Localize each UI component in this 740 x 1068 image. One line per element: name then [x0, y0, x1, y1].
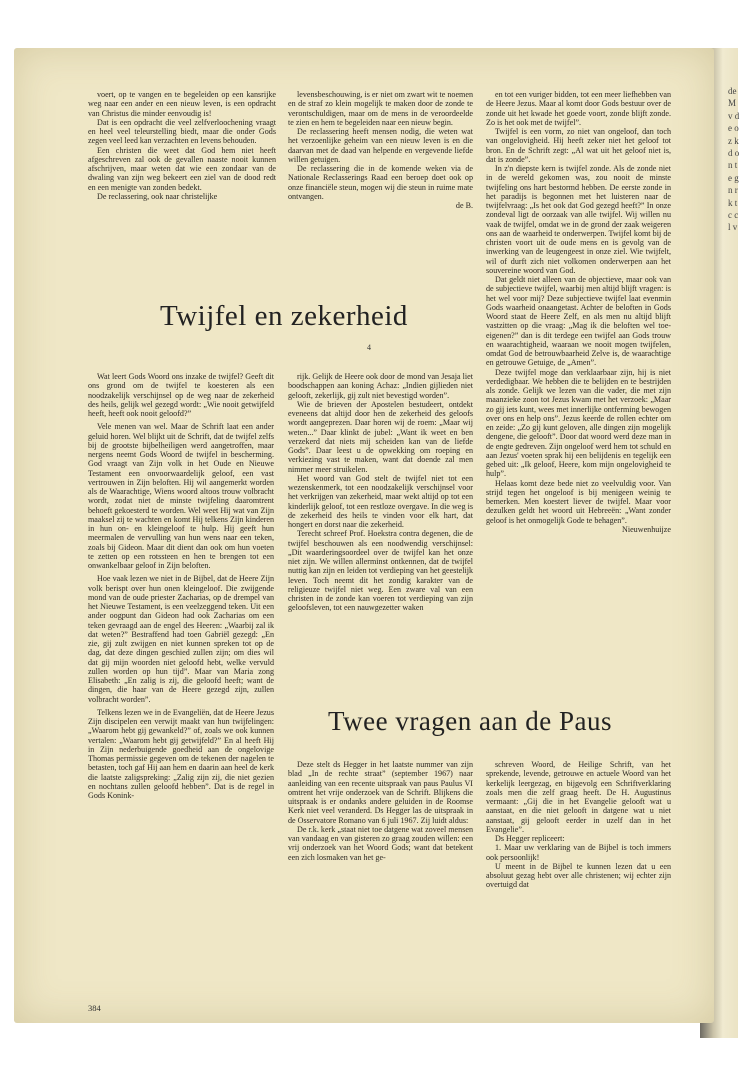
paragraph: Dat geldt niet alleen van de objectieve, maar ook van de subjectieve twijfel, waarbij men altijd blijft vragen: is het wel voor mij? Deze subjectieve twijfel laat evenmin Gods waarheid onaangetast. Achter de beloften in Gods Woord staat de Heere Zelf, en als men nu altijd blijft vastzitten op die vraag: „Mag ik die beloften wel toe-eigenen?” dan is dit terdege een twijfel aan Gods trouw en waarachtigheid, waaraan we nooit mogen twijfelen, omdat God de betrouwbaarheid Zelve is, de waarachtige en getrouwe Getuige, de „Amen”.	[486, 275, 671, 368]
paragraph: De r.k. kerk „staat niet toe datgene wat zoveel mensen van vandaag en van gisteren zo graag zouden willen: een vrij onderzoek van het Woord Gods; want dat betekent een zich losmaken van het ge-	[288, 824, 473, 862]
paragraph: rijk. Gelijk de Heere ook door de mond van Jesaja liet boodschappen aan koning Achaz: „Indien gijlieden niet gelooft, zekerlijk, gij zult niet bevestigd worden”.	[288, 372, 473, 400]
article2-column-2	[486, 760, 671, 938]
paragraph: De reclassering, ook naar christelijke	[97, 191, 218, 201]
paragraph: 1. Maar uw verklaring van de Bijbel is toch immers ook persoonlijk!	[486, 843, 671, 862]
article-part-number: 4	[367, 343, 371, 352]
paragraph: Vele menen van wel. Maar de Schrift laat een ander geluid horen. Wel blijkt uit de Schrift, dat de twijfel zelfs bij de grootste bijbelheiligen werd aangetroffen, maar nergens neemt Gods Woord de twijfel in bescherming. God vraagt van Zijn volk in het Oude en Nieuwe Testament een onvoorwaardelijk geloof, een vast vertrouwen in Zijn beloften. Hij wil aangemerkt worden als de Waarachtige, Wiens woord altoos trouw volbracht wordt, zodat niet de minste twijfeling daaromtrent behoeft gekoesterd te worden. Wel weet Hij wat van Zijn maaksel zij te wachten en komt Hij telkens Zijn kinderen in hun on- en kleingeloof te hulp. Hij geeft hun meermalen de vervulling van hun wens naar een teken, zoals bij Gideon. Maar dit dient dan ook om hun voeten te zetten op een rotssteen en hen te brengen tot een onwankelbaar geloof in Zijn beloften.	[88, 422, 274, 570]
author-signature: Nieuwenhuijze	[622, 524, 671, 534]
article1-column-1	[88, 372, 274, 930]
paragraph: schreven Woord, de Heilige Schrift, van het sprekende, levende, getrouwe en actuele Woord van het kerkelijk leergezag, en bijgevolg een Schriftverklaring zoals men die zelf graag heeft. De H. Augustinus vermaant: „Gij die in het Evangelie gelooft wat u aanstaat, en die niet gelooft in datgene wat u niet aanstaat, gij gelooft eerder in uzelf dan in het Evangelie”.	[486, 760, 671, 834]
paragraph: Een christen die weet dat God hem niet heeft afgeschreven zal ook de gevallen naaste nooit kunnen afschrijven, maar weten dat wie een zondaar van de dwaling van zijn weg bekeert een ziel van de dood redt en een menigte van zonden bedekt.	[88, 145, 276, 192]
paragraph: Het woord van God stelt de twijfel niet tot een wezenskenmerk, tot een noodzakelijk verschijnsel voor het verkrijgen van zekerheid, maar wekt altijd op tot een kinderlijk geloof, tot een restloze overgave. In die weg is de zekerheid des heils te vinden voor elk hart, dat hongert en dorst naar die zekerheid.	[288, 473, 473, 529]
article1-column-2	[288, 372, 473, 662]
paragraph: voert, op te vangen en te begeleiden op een kansrijke weg naar een ander en een nieuw leven, is een opdracht van Christus die minder eenvoudig is!	[88, 90, 276, 118]
paragraph: Twijfel is een vorm, zo niet van ongeloof, dan toch van ongelovigheid. Hij heeft zeker niet het geloof tot bron. En de Schrift zegt: „Al wat uit het geloof niet is, dat is zonde”.	[486, 127, 671, 164]
paragraph: Deze twijfel moge dan verklaarbaar zijn, hij is niet verdedigbaar. We hebben die te belijden en te bestrijden als zonde. Gelijk we lezen van die vader, die met zijn maanzieke zoon tot Jezus kwam met het verzoek: „Maar zo gij iets kunt, wees met innerlijke ontferming bewogen over ons en help ons”. Jezus keerde de rollen echter om en zeide: „Zo gij kunt geloven, alle dingen zijn mogelijk dengene, die gelooft”. Door dat woord werd deze man in de engte gedreven. Zijn ongeloof werd hem tot schuld en aan Jezus' voeten sprak hij een belijdenis en tegelijk een gebed uit: „Ik geloof, Heere, kom mijn ongelovigheid te hulp”.	[486, 367, 671, 479]
page-number: 384	[88, 1003, 101, 1013]
article1-column-3	[486, 90, 671, 662]
author-signature: de B.	[455, 201, 473, 210]
paragraph: levensbeschouwing, is er niet om zwart wit te noemen en de straf zo klein mogelijk te maken door de zonde te verontschuldigen, maar om de mens in de veroordeelde te zien en hem te begeleiden naar een nieuw begin.	[288, 90, 473, 127]
article-title-paus: Twee vragen aan de Paus	[328, 706, 612, 736]
next-page-text: de M v d e o z k d o n te g n r k t c c l v	[728, 86, 740, 233]
paragraph: Helaas komt deze bede niet zo veelvuldig voor. Van strijd tegen het ongeloof is bij menigeen weinig te bemerken. Men koestert liever de twijfel. Maar voor dezulken geldt het woord uit Hebreeën: „Want zonder geloof is het onmogelijk Gode te behagen”.	[486, 478, 671, 525]
paragraph: De reclassering die in de komende weken via de Nationale Reclasserings Raad een beroep doet ook op onze financiële steun, mogen wij die steun in ruime mate ontvangen.	[288, 164, 473, 201]
top-column-1	[88, 90, 276, 276]
paragraph: Ds Hegger repliceert:	[495, 834, 565, 843]
paragraph: Deze stelt ds Hegger in het laatste nummer van zijn blad „In de rechte straat” (september 1967) naar aanleiding van een recente uitspraak van paus Paulus VI omtrent het vrije onderzoek van de Schrift. Blijkens die uitspraak is er ondanks andere geluiden in de Roomse Kerk niet veel veranderd. Ds Hegger las de uitspraak in de Osservatore Romano van 6 juli 1967. Zij luidt aldus:	[288, 760, 473, 825]
paragraph: Wat leert Gods Woord ons inzake de twijfel? Geeft dit ons grond om de twijfel te koesteren als een noodzakelijk verschijnsel op de weg naar de zekerheid des heils, gelijk wel gezegd wordt: „Wie nooit getwijfeld heeft, heeft ook nooit geloofd?”	[88, 372, 274, 418]
paragraph: en tot een vuriger bidden, tot een meer liefhebben van de Heere Jezus. Maar al komt door Gods bestuur over de zonde uit het kwade het goede voort, zonde blijft zonde. Zo is het ook met de twijfel”.	[486, 90, 671, 127]
top-column-2	[288, 90, 473, 276]
paragraph: Dat is een opdracht die veel zelfverloochening vraagt en heel veel teleurstelling biedt, maar die onder Gods zegen veel leed kan verzachten en levens behouden.	[88, 117, 276, 146]
paragraph: De reclassering heeft mensen nodig, die weten wat het verzoenlijke geheim van een nieuw leven is en die daarvan met de daad van helpende en vergevende liefde willen getuigen.	[288, 127, 473, 164]
article2-column-1	[288, 760, 473, 938]
paragraph: Terecht schreef Prof. Hoekstra contra degenen, die de twijfel beschouwen als een noodwendig verschijnsel: „Dit waarderingsoordeel over de twijfel kan het onze niet zijn. We willen allerminst ontkennen, dat de twijfel nuttig kan zijn en leiden tot verdieping van het geestelijk leven. Toch neemt dit het zondig karakter van de religieuze twijfel niet weg. Een zware val van een christen in de zonde kan voeren tot verdieping van zijn geloofsleven, tot een nauwgezetter waken	[288, 529, 473, 613]
paragraph: Wie de brieven der Apostelen bestudeert, ontdekt eveneens dat altijd door hen de zekerheid des geloofs wordt aangeprezen. Daar horen wij de roem: „Maar wij weten...” Daar klinkt de jubel: „Want ik weet en ben verzekerd dat niets mij scheiden kan van de liefde Gods”. Daar leest u de opwekking om roeping en verkiezing vast te maken, want dat doende zal men nimmer meer struikelen.	[288, 399, 473, 474]
paragraph: In z'n diepste kern is twijfel zonde. Als de zonde niet in de wereld gekomen was, zou nooit de minste twijfeling ons hart bestormd hebben. De eerste zonde in het paradijs is begonnen met het luisteren naar de twijfelvraag: „Is het ook dat God gezegd heeft?” In onze zondeval ligt de oorzaak van alle twijfel. Wij willen nu vaak de twijfel, omdat we in de grond der zaak weigeren ons aan de waarheid te onderwerpen. Twijfel komt bij de christen voort uit de oude mens en is gevolg van de inwerking van de leugengeest in onze ziel. Wie twijfelt, wil of durft zich niet volkomen onderwerpen aan het souvereine woord van God.	[486, 164, 671, 275]
paragraph: Telkens lezen we in de Evangeliën, dat de Heere Jezus Zijn discipelen een verwijt maakt van hun twijfelingen: „Waarom hebt gij gewankeld?” of, zoals we ook kunnen vertalen: „Waarom hebt gij getwijfeld?” En al heeft Hij in Zijn nederbuigende goedheid aan de ongelovige Thomas permissie gegeven om de tekenen der nagelen te betasten, toch gaf Hij aan hem en daarin aan heel de kerk die laatste zaligspreking: „Zalig zijn zij, die niet gezien en nochtans zullen geloofd hebben”. Dat is de regel in Gods Konink-	[88, 707, 274, 800]
paragraph: U meent in de Bijbel te kunnen lezen dat u een absoluut gezag hebt over alle christenen; wij echter zijn overtuigd dat	[486, 861, 671, 890]
paragraph: Hoe vaak lezen we niet in de Bijbel, dat de Heere Zijn volk berispt over hun onen kleingeloof. Die zwijgende mond van de oude priester Zacharias, op de drempel van het Nieuwe Testament, is een veelzeggend teken. Uit een ander oogpunt dan Gideon had ook Zacharias om een teken gevraagd aan de engel des Heeren: „Waarbij zal ik dat weten?” Bestraffend had toen Gabriël gezegd: „En zie, gij zult zwijgen en niet kunnen spreken tot op de dag, dat deze dingen geschied zullen zijn; om dies wil dat gij mijn woorden niet geloofd hebt, welke vervuld zullen worden op hun tijd”. Maar van Maria zong Elisabeth: „En zalig is zij, die geloofd heeft; want de dingen, die haar van de Heere gezegd zijn, zullen volbracht worden”.	[88, 574, 274, 704]
article-title-twijfel: Twijfel en zekerheid	[160, 300, 408, 332]
